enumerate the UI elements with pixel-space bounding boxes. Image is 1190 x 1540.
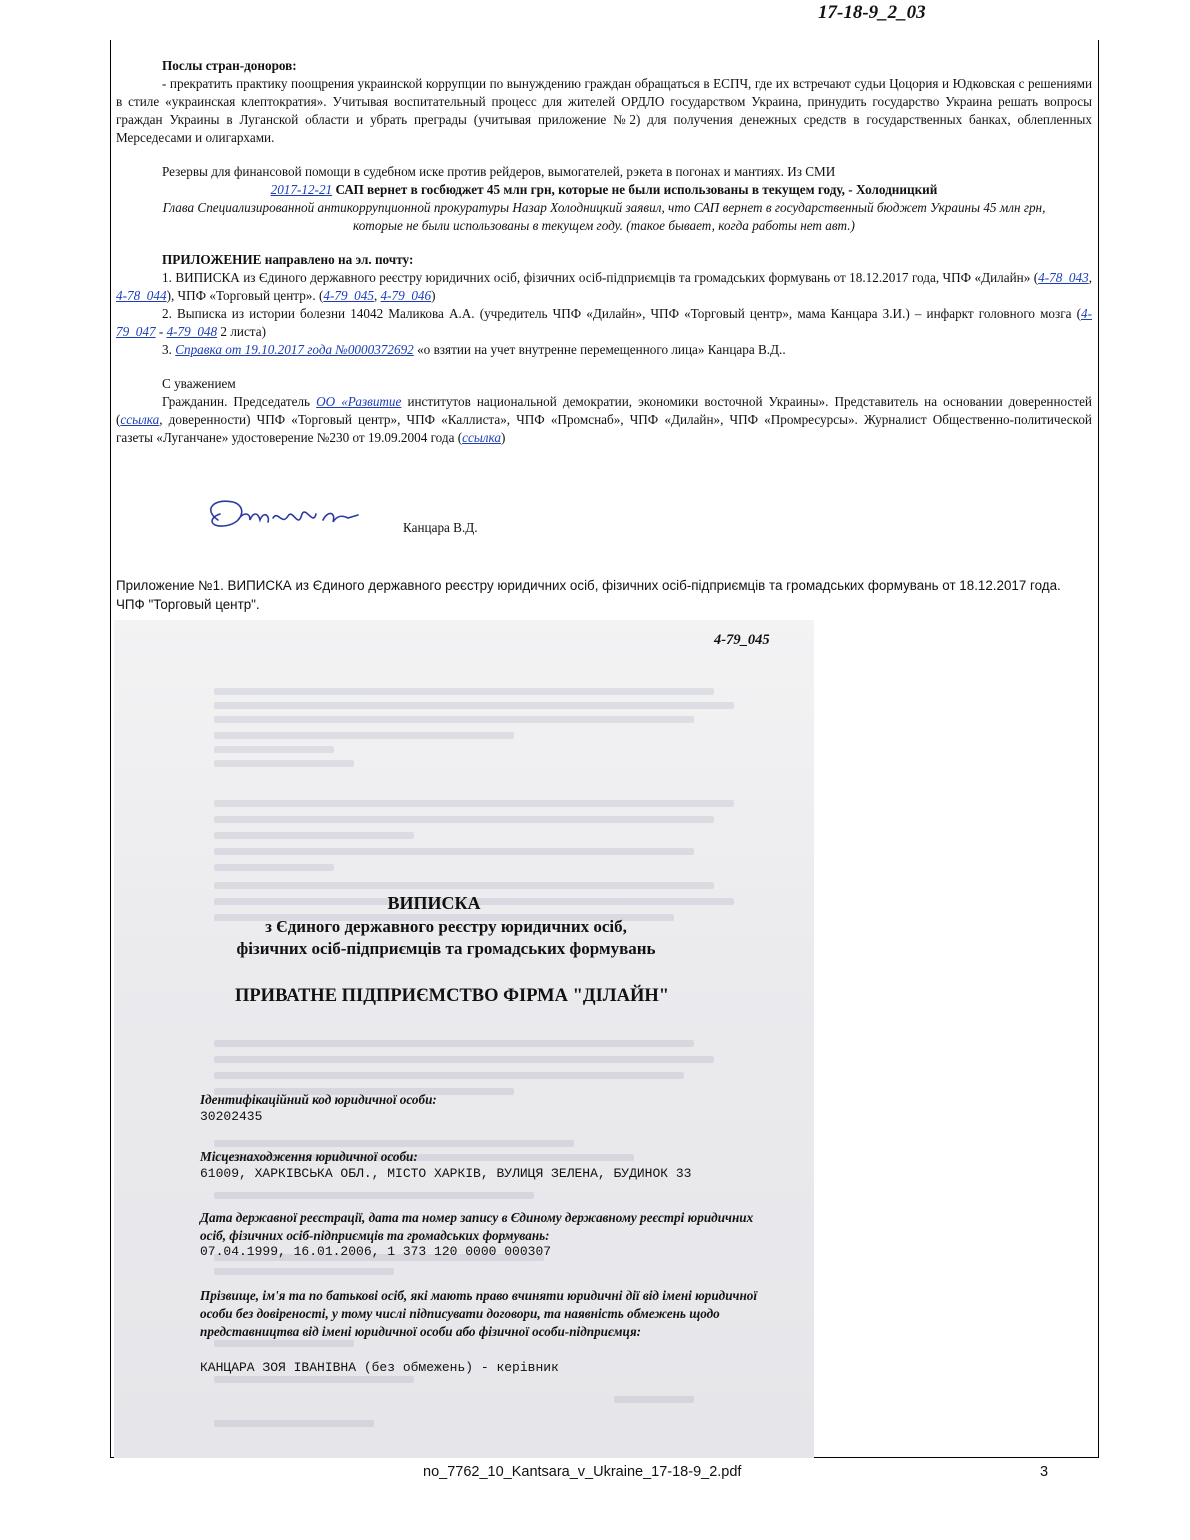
appendix-list-heading: ПРИЛОЖЕНИЕ направлено на эл. почту:	[162, 252, 414, 267]
authorized-persons-value: КАНЦАРА ЗОЯ ІВАНІВНА (без обмежень) - керівник	[200, 1360, 559, 1375]
id-code-label: Ідентифікаційний код юридичної особи:	[200, 1092, 437, 1107]
registration-value: 07.04.1999, 16.01.2006, 1 373 120 0000 000307	[200, 1244, 552, 1259]
appendix-item-2-text-a: 2. Выписка из истории болезни 14042 Маликова А.А. (учредитель ЧПФ «Дилайн», ЧПФ «Торговый центр», мама Канцара З.И.) – инфаркт головного мозга (	[162, 306, 1081, 321]
link-4-78-043[interactable]: 4-78_043	[1038, 270, 1089, 285]
letter-body	[116, 57, 1092, 447]
footer-filename: no_7762_10_Kantsara_v_Ukraine_17-18-9_2.pdf	[423, 1464, 742, 1480]
appendix-item-3-text-b: «о взятии на учет внутренне перемещенного лица» Канцара В.Д..	[413, 342, 786, 357]
regards: С уважением	[162, 376, 236, 391]
appendix-1-caption: Приложение №1. ВИПИСКА из Єдиного державного реєстру юридичних осіб, фізичних осіб-підприємців та громадських формувань от 18.12.2017 года. ЧПФ "Торговый центр".	[116, 578, 1061, 612]
appendix-item-3-text-a: 3.	[162, 342, 176, 357]
authorized-persons-label: Прізвище, ім'я та по батькові осіб, які мають право вчиняти юридичні дії від імені юридичної особи без довіреності, у тому числі підписувати договори, та наявність обмежень щодо представництва від імені юридичної особи або фізичної особи-підприємця:	[200, 1288, 758, 1339]
credentials-paragraph	[116, 393, 1092, 447]
scan-company-name: ПРИВАТНЕ ПІДПРИЄМСТВО ФІРМА "ДІЛАЙН"	[234, 986, 670, 1006]
document-code: 17-18-9_2_03	[818, 2, 926, 23]
credentials-text-c: , доверенности) ЧПФ «Торговый центр», ЧПФ «Каллиста», ЧПФ «Промснаб», ЧПФ «Дилайн», ЧПФ «Промресурсы». Журналист Общественно-политической газеты «Луганчане» удостоверение №230 от 19.09.2004 года (	[116, 412, 1092, 445]
link-4-79-045[interactable]: 4-79_045	[323, 288, 374, 303]
news-headline: САП вернет в госбюджет 45 млн грн, которые не были использованы в текущем году, - Холодницкий	[332, 182, 938, 197]
link-4-78-044[interactable]: 4-78_044	[116, 288, 167, 303]
link-4-79-046[interactable]: 4-79_046	[380, 288, 432, 303]
appendix-item-2: 2. Выписка из истории болезни 14042 Маликова А.А. (учредитель ЧПФ «Дилайн», ЧПФ «Торговый центр», мама Канцара З.И.) – инфаркт головного мозга (4-79_047 - 4-79_048 2 листа)	[116, 306, 1092, 339]
donors-heading: Послы стран-доноров:	[162, 58, 297, 73]
scan-page-code: 4-79_045	[714, 632, 770, 648]
reserves-intro: Резервы для финансовой помощи в судебном иске против рейдеров, вымогателей, рэкета в погонах и мантиях. Из СМИ	[162, 164, 836, 179]
journalist-id-link[interactable]: ссылка	[462, 430, 501, 445]
news-date-link[interactable]: 2017-12-21	[270, 182, 333, 197]
certificate-link[interactable]: Справка от 19.10.2017 года №0000372692	[175, 342, 414, 357]
registration-label: Дата державної реєстрації, дата та номер запису в Єдиному державному реєстрі юридичних осіб, фізичних осіб-підприємців та громадських формувань:	[200, 1210, 754, 1243]
handwritten-signature	[198, 490, 378, 540]
appendix-item-3	[116, 341, 1092, 359]
appendix-item-1: 1. ВИПИСКА из Єдиного державного реєстру юридичних осіб, фізичних осіб-підприємців та громадських формувань от 18.12.2017 года, ЧПФ «Дилайн» (4-78_043, 4-78_044), ЧПФ «Торговый центр». (4-79_045, 4-79_046)	[116, 270, 1092, 303]
scan-title-registry: з Єдиного державного реєстру юридичних осіб,	[265, 917, 627, 936]
power-of-attorney-link[interactable]: ссылка	[120, 412, 160, 427]
appendix-item-1-text-b: ), ЧПФ «Торговый центр». (	[166, 288, 324, 303]
location-label: Місцезнаходження юридичної особи:	[200, 1149, 418, 1164]
scanned-extract-image	[114, 620, 814, 1458]
footer-page-number: 3	[1040, 1464, 1049, 1480]
credentials-text-d: )	[500, 430, 506, 445]
appendix-item-1-text-a: 1. ВИПИСКА из Єдиного державного реєстру юридичних осіб, фізичних осіб-підприємців та громадських формувань от 18.12.2017 года, ЧПФ «Дилайн» (	[162, 270, 1039, 285]
id-code-value: 30202435	[200, 1109, 263, 1124]
signer-name: Канцара В.Д.	[403, 520, 478, 535]
location-value: 61009, ХАРКІВСЬКА ОБЛ., МІСТО ХАРКІВ, ВУЛИЦЯ ЗЕЛЕНА, БУДИНОК 33	[200, 1166, 692, 1181]
news-body: Глава Специализированной антикоррупционной прокуратуры Назар Холодницкий заявил, что САП вернет в государственный бюджет Украины 45 млн грн, которые не были использованы в текущем году. (такое бывает, когда работы нет авт.)	[162, 200, 1046, 233]
organization-link[interactable]: ОО «Развитие	[316, 394, 402, 409]
credentials-text-b: институтов национальной демократии, экономики восточной Украины». Представитель на основании доверенностей (	[116, 394, 1092, 427]
news-headline-line	[116, 181, 1092, 199]
donors-paragraph: - прекратить практику поощрения украинской коррупции по вынуждению граждан обращаться в ЕСПЧ, где их встречают судьи Цоцория и Юдковская с решениями в стиле «украинская клептократия». Учитывая воспитательный процесс для жителей ОРДЛО государством Украина, принудить государство Украина решать вопросы граждан Украины в Луганской области и убрать преграды (учитывая приложение №2) для получения денежных средств в государственных банках, облепленных Мерседесами и олигархами.	[116, 76, 1092, 145]
link-4-79-047[interactable]: 4-79_047	[116, 306, 1092, 339]
scan-title-extract: ВИПИСКА	[387, 893, 481, 913]
credentials-text-a: Гражданин. Председатель	[162, 394, 317, 409]
appendix-item-1-text-c: )	[431, 288, 436, 303]
scan-title-persons: фізичних осіб-підприємців та громадських формувань	[236, 939, 656, 958]
appendix-item-2-text-b: 2 листа)	[217, 324, 266, 339]
link-4-79-048[interactable]: 4-79_048	[166, 324, 218, 339]
